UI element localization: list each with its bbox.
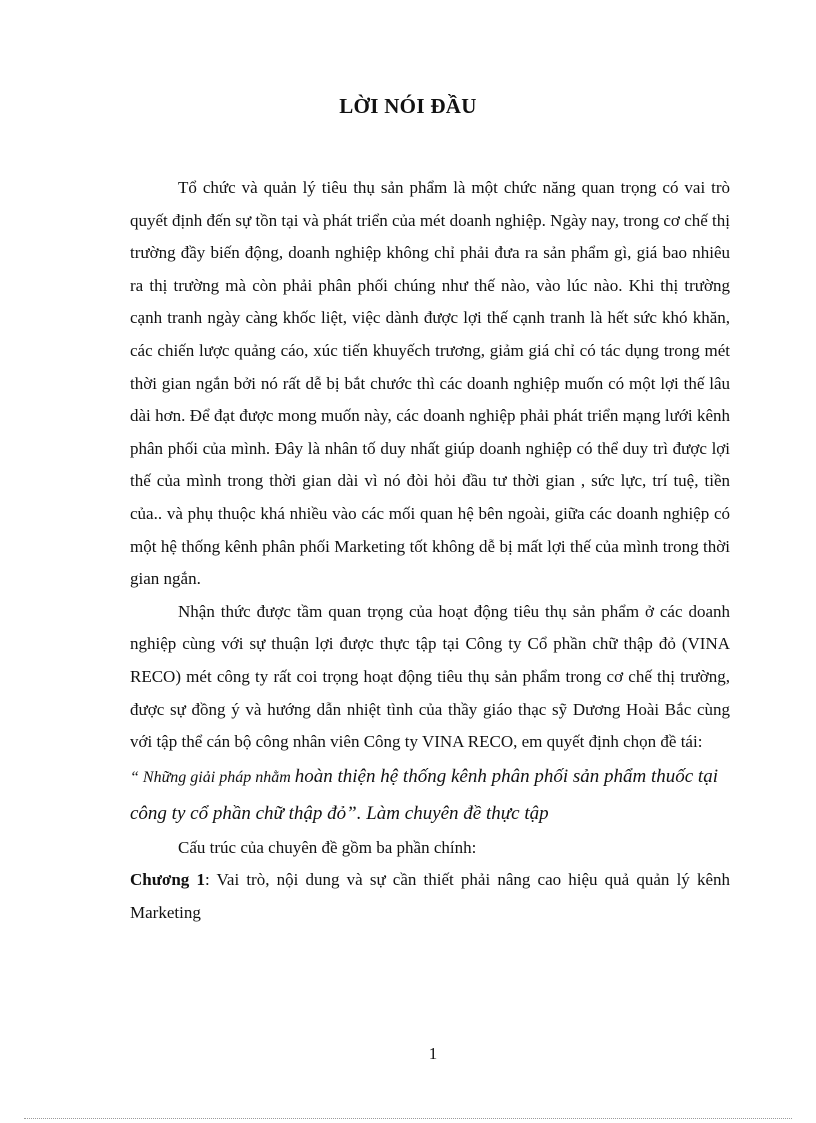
chapter-1-label: Chương 1 — [130, 870, 205, 890]
paragraph-context: Nhận thức được tầm quan trọng của hoạt động tiêu thụ sản phẩm ở các doanh nghiệp cùng với sự thuận lợi được thực tập tại Công ty Cổ phần chữ thập đỏ (VINA RECO) mét công ty rất coi trọng hoạt động tiêu thụ sản phẩm trong cơ chế thị trường, được sự đồng ý và hướng dẫn nhiệt tình của thầy giáo thạc sỹ Dương Hoài Bắc cùng với tập thể cán bộ công nhân viên Công ty VINA RECO, em quyết định chọn đề tái: — [130, 601, 730, 752]
paragraph-intro: Tổ chức và quản lý tiêu thụ sản phẩm là một chức năng quan trọng có vai trò quyết định đến sự tồn tại và phát triển của mét doanh nghiệp. Ngày nay, trong cơ chế thị trường đầy biến động, doanh nghiệp không chỉ phải đưa ra sản phẩm gì, giá bao nhiêu ra thị trường mà còn phải phân phối chúng như thế nào, vào lúc nào. Khi thị trường cạnh tranh ngày càng khốc liệt, việc dành được lợi thế cạnh tranh là hết sức khó khăn, các chiến lược quảng cáo, xúc tiến khuyếch trương, giảm giá chỉ có tác dụng trong mét thời gian ngắn bởi nó rất dễ bị bắt chước thì các doanh nghiệp muốn có một lợi thế lâu dài hơn. Để đạt được mong muốn này, các doanh nghiệp phải phát triển mạng lưới kênh phân phối của mình. Đây là nhân tố duy nhất giúp doanh nghiệp có thể duy trì được lợi thế của mình trong thời gian dài vì nó đòi hỏi đầu tư thời gian , sức lực, trí tuệ, tiền của.. và phụ thuộc khá nhiều vào các mối quan hệ bên ngoài, giữa các doanh nghiệp có một hệ thống kênh phân phối Marketing tốt không dễ bị mất lợi thế của mình trong thời gian ngắn. — [130, 178, 730, 589]
body-text — [130, 172, 730, 929]
chapter-1-line — [130, 864, 730, 929]
topic-title-lead: “ Những giải pháp nhằm — [130, 768, 295, 786]
chapter-1-text: : Vai trò, nội dung và sự cần thiết phải nâng cao hiệu quả quản lý kênh Marketing — [130, 870, 730, 922]
footer-divider — [24, 1118, 792, 1119]
page-number: 1 — [428, 1044, 438, 1063]
structure-intro: Cấu trúc của chuyên đề gồm ba phần chính: — [178, 837, 477, 857]
topic-title — [130, 759, 730, 832]
page-title: LỜI NÓI ĐẦU — [339, 94, 477, 118]
topic-title-main: hoàn thiện hệ thống kênh phân phối sản phẩm thuốc tại công ty cổ phần chữ thập đỏ”. Làm chuyên đề thực tập — [130, 765, 718, 824]
